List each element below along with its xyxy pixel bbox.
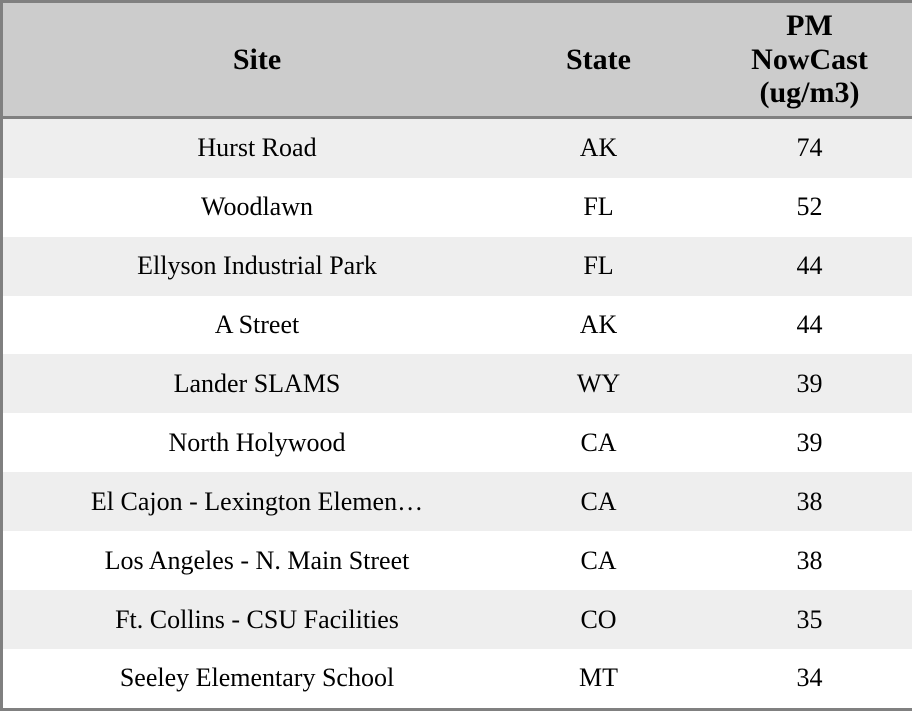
cell-pm-nowcast: 52 bbox=[686, 178, 912, 237]
cell-site: El Cajon - Lexington Elemen… bbox=[3, 472, 511, 531]
cell-pm-nowcast: 39 bbox=[686, 413, 912, 472]
cell-site: Lander SLAMS bbox=[3, 354, 511, 413]
cell-pm-nowcast: 74 bbox=[686, 117, 912, 177]
column-header-site[interactable]: Site bbox=[3, 3, 511, 117]
air-quality-table bbox=[3, 3, 912, 708]
table-row bbox=[3, 178, 912, 237]
cell-state: CA bbox=[511, 413, 686, 472]
cell-site: Woodlawn bbox=[3, 178, 511, 237]
cell-pm-nowcast: 35 bbox=[686, 590, 912, 649]
cell-site: North Holywood bbox=[3, 413, 511, 472]
cell-site: Hurst Road bbox=[3, 117, 511, 177]
table-row bbox=[3, 413, 912, 472]
column-header-pm-nowcast-line2: NowCast bbox=[751, 42, 868, 76]
cell-pm-nowcast: 44 bbox=[686, 296, 912, 355]
table-body bbox=[3, 117, 912, 708]
column-header-pm-nowcast[interactable] bbox=[686, 3, 912, 117]
cell-state: AK bbox=[511, 296, 686, 355]
cell-state: CO bbox=[511, 590, 686, 649]
cell-site: Ellyson Industrial Park bbox=[3, 237, 511, 296]
table-row bbox=[3, 237, 912, 296]
cell-pm-nowcast: 38 bbox=[686, 472, 912, 531]
cell-pm-nowcast: 38 bbox=[686, 531, 912, 590]
column-header-pm-nowcast-line3: (ug/m3) bbox=[759, 76, 860, 110]
cell-state: FL bbox=[511, 178, 686, 237]
column-header-state[interactable]: State bbox=[511, 3, 686, 117]
cell-state: FL bbox=[511, 237, 686, 296]
cell-site: Seeley Elementary School bbox=[3, 649, 511, 708]
table-row bbox=[3, 296, 912, 355]
cell-state: CA bbox=[511, 472, 686, 531]
cell-site: Ft. Collins - CSU Facilities bbox=[3, 590, 511, 649]
cell-site: A Street bbox=[3, 296, 511, 355]
cell-pm-nowcast: 34 bbox=[686, 649, 912, 708]
table-header bbox=[3, 3, 912, 117]
cell-pm-nowcast: 44 bbox=[686, 237, 912, 296]
table-row bbox=[3, 354, 912, 413]
cell-state: WY bbox=[511, 354, 686, 413]
cell-site: Los Angeles - N. Main Street bbox=[3, 531, 511, 590]
cell-state: AK bbox=[511, 117, 686, 177]
table-row bbox=[3, 649, 912, 708]
column-header-pm-nowcast-line1: PM bbox=[786, 9, 833, 42]
table-row bbox=[3, 590, 912, 649]
table-header-row bbox=[3, 3, 912, 117]
cell-state: MT bbox=[511, 649, 686, 708]
table-row bbox=[3, 117, 912, 177]
cell-pm-nowcast: 39 bbox=[686, 354, 912, 413]
cell-state: CA bbox=[511, 531, 686, 590]
table-row bbox=[3, 472, 912, 531]
table-row bbox=[3, 531, 912, 590]
